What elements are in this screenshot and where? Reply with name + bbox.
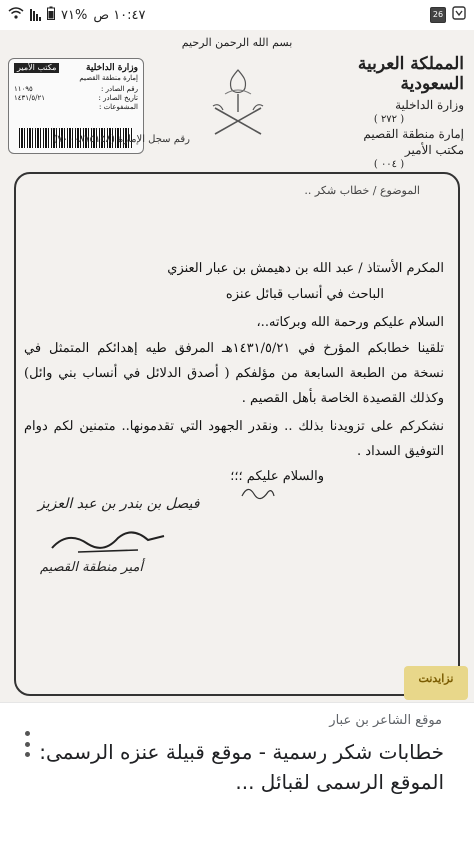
stamp-row-number: رقم الصادر : ١١٠٩٥	[14, 85, 138, 93]
letter-header	[314, 54, 464, 170]
clock: ١٠:٤٧ ص	[93, 7, 146, 23]
signal-icon	[30, 9, 41, 21]
kingdom-title: المملكة العربية السعودية	[357, 54, 464, 94]
status-right	[430, 6, 466, 24]
battery-icon	[47, 6, 55, 24]
stamp-office: مكتب الأمير	[14, 63, 59, 73]
wifi-icon	[8, 7, 24, 23]
letter-page	[0, 30, 474, 702]
signature-name: فيصل بن بندر بن عبد العزيز	[38, 496, 200, 512]
greeting: السلام عليكم ورحمة الله وبركاته..،	[256, 315, 444, 330]
stamp-ministry: وزارة الداخلية	[86, 63, 138, 73]
registry-number: رقم سجل الإمارة (٧٠٠٠٨٧٥١٥٨)	[53, 134, 190, 145]
status-bar	[0, 0, 474, 30]
salutation: المكرم الأستاذ / عبد الله بن دهيمش بن عبار العنزي	[167, 261, 444, 276]
stamp-row-attachments: المشفوعات :	[98, 103, 138, 111]
paragraph-1: تلقينا خطابكم المؤرخ في ١٤٣١/٥/٢١هـ المرفق طيه إهدائكم المتمثل في نسخة من الطبعة السابعة من مؤلفكم ( أصدق الدلائل في أنساب بني وائل) وكذلك القصيدة الخاصة بأهل القصيم .	[24, 341, 444, 406]
result-source: موقع الشاعر بن عبار	[329, 713, 442, 728]
initials-icon	[238, 482, 278, 502]
saudi-emblem-icon	[205, 64, 271, 146]
result-title-link[interactable]: خطابات شكر رسمية - موقع قبيلة عنزه الرسمى: الموقع الرسمى لقبائل ...	[39, 740, 444, 794]
stamp-region: إمارة منطقة القصيم	[79, 74, 138, 82]
status-left	[8, 6, 146, 24]
stamp-row-date: تاريخ الصادر : ١٤٣١/٥/٢١	[14, 94, 138, 102]
letter-image[interactable]	[0, 30, 474, 702]
salutation-line-2: الباحث في أنساب قبائل عنزه	[225, 287, 384, 302]
ministry-name: وزارة الداخلية	[395, 98, 464, 112]
office-code: ( ٠٠٤ )	[373, 159, 405, 170]
calendar-icon: 26	[430, 7, 446, 23]
office-name: مكتب الأمير	[404, 143, 464, 157]
ministry-code: ( ٢٧٢ )	[373, 114, 405, 125]
basmala: بسم الله الرحمن الرحيم	[181, 36, 293, 49]
signature-icon	[48, 520, 168, 560]
signature-title: أمير منطقة القصيم	[40, 560, 144, 575]
battery-level: %٧١	[61, 7, 88, 23]
search-result-card[interactable]	[0, 702, 474, 842]
watermark-logo: نزايدنت	[404, 666, 468, 700]
closing: والسلام عليكم ؛؛؛	[230, 469, 324, 484]
subject-line: الموضوع / خطاب شكر ..	[304, 184, 420, 197]
paragraph-2: نشكركم على تزويدنا بذلك .. ونقدر الجهود التي تقدمونها.. متمنين لكم دوام التوفيق السداد .	[24, 419, 444, 459]
region-name: إمارة منطقة القصيم	[363, 127, 464, 141]
notification-icon	[452, 6, 466, 24]
